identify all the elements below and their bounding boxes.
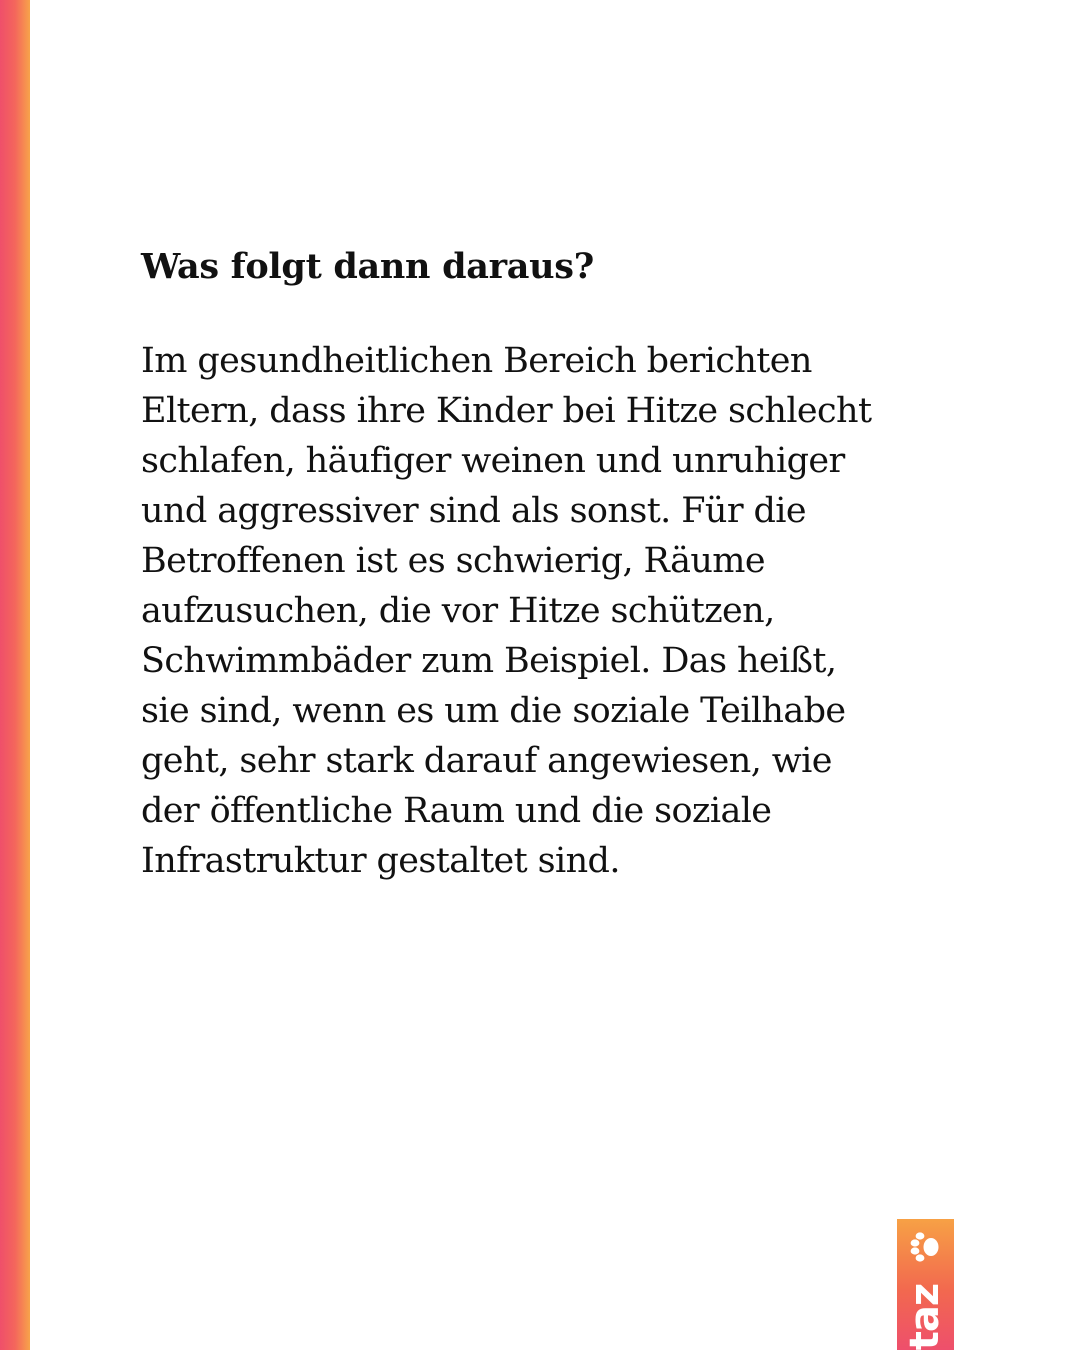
- answer-paragraph: [141, 336, 971, 886]
- paragraph-line: Betroffenen ist es schwierig, Räume: [141, 541, 766, 581]
- paragraph-line: aufzusuchen, die vor Hitze schützen,: [141, 591, 775, 631]
- logo-wordmark: taz: [902, 1283, 948, 1350]
- paragraph-line: und aggressiver sind als sonst. Für die: [141, 491, 807, 531]
- paragraph-line: geht, sehr stark darauf angewiesen, wie: [141, 741, 832, 781]
- paragraph-line: sie sind, wenn es um die soziale Teilhabe: [141, 691, 846, 731]
- paragraph-line: Eltern, dass ihre Kinder bei Hitze schlecht: [141, 391, 872, 431]
- taz-logo: [897, 1219, 954, 1350]
- paragraph-line: der öffentliche Raum und die soziale: [141, 791, 772, 831]
- paragraph-line: Infrastruktur gestaltet sind.: [141, 841, 620, 881]
- article-content: [141, 236, 971, 886]
- paragraph-line: Schwimmbäder zum Beispiel. Das heißt,: [141, 641, 837, 681]
- paragraph-line: Im gesundheitlichen Bereich berichten: [141, 341, 812, 381]
- paw-icon: [905, 1227, 945, 1267]
- accent-bar: [0, 0, 30, 1350]
- paragraph-line: schlafen, häufiger weinen und unruhiger: [141, 441, 845, 481]
- question-heading: Was folgt dann daraus?: [141, 246, 594, 287]
